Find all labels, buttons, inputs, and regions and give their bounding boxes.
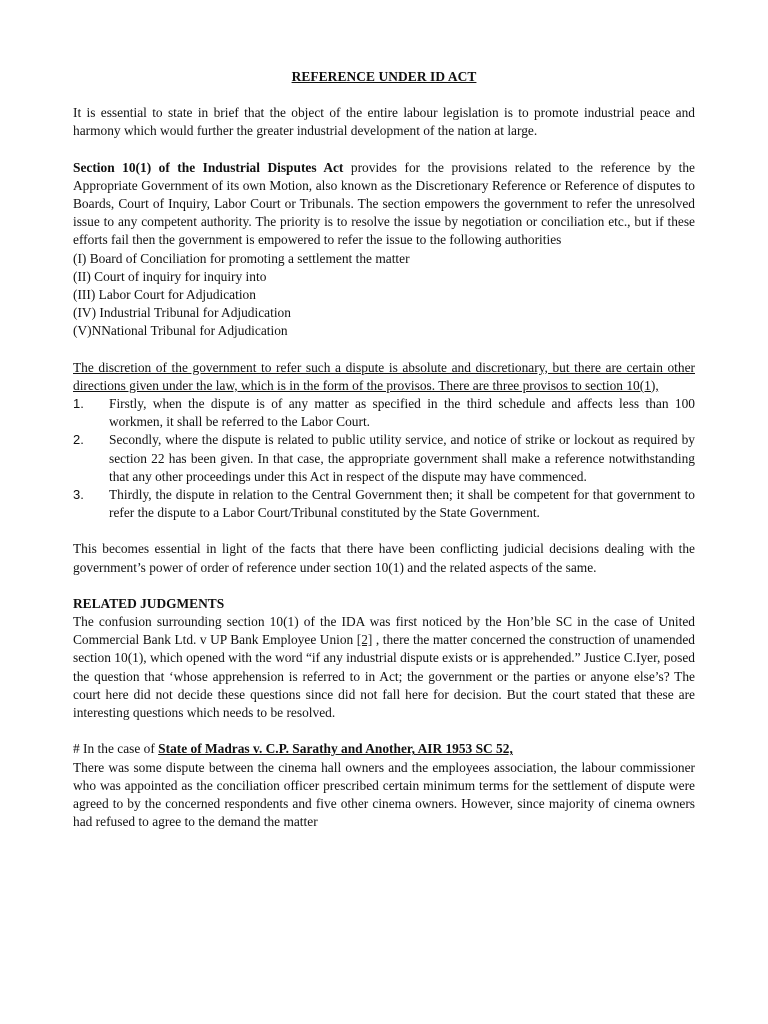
spacer <box>73 341 695 359</box>
document-page <box>73 68 695 831</box>
footnote-reference-link[interactable]: [2] <box>356 632 373 648</box>
discretion-paragraph: The discretion of the government to refer such a dispute is absolute and discretionary, but there are certain other directions given under the law, which is in the form of the provisos. There are three provisos to section 10(1), <box>73 359 695 393</box>
proviso-number: 1. <box>73 396 84 412</box>
authority-item: (II) Court of inquiry for inquiry into <box>73 268 267 284</box>
intro-paragraph: It is essential to state in brief that the object of the entire labour legislation is to promote industrial peace and harmony which would further the greater industrial development of the nation at large. <box>73 105 695 139</box>
section-bold-lead: Section 10(1) of the Industrial Disputes Act <box>73 159 344 175</box>
provisos-list <box>73 395 695 522</box>
case-paragraph: There was some dispute between the cinema hall owners and the employees association, the labour commissioner who was appointed as the conciliation officer prescribed certain minimum terms for the settlement of dispute were agreed to by the concerned respondents and five other cinema owners. However, since majority of cinema owners had refused to agree to the demand the matter <box>73 759 695 830</box>
authority-item: (IV) Industrial Tribunal for Adjudication <box>73 305 291 321</box>
case-name: State of Madras v. C.P. Sarathy and Another, AIR 1953 SC 52, <box>158 741 513 757</box>
proviso-text: Firstly, when the dispute is of any matter as specified in the third schedule and affects less than 100 workmen, it shall be referred to the Labor Court. <box>109 396 695 430</box>
proviso-number: 3. <box>73 487 84 503</box>
proviso-item <box>73 395 695 431</box>
essential-paragraph: This becomes essential in light of the facts that there have been conflicting judicial decisions dealing with the government’s power of order of reference under section 10(1) and the related aspects of the same. <box>73 541 695 575</box>
judgments-text-before: The confusion surrounding section 10(1) of the IDA was first noticed by the Hon’ble SC in the case of United Commercial Bank Ltd. v UP Bank Employee Union <box>73 614 695 648</box>
section-paragraph <box>73 159 695 250</box>
spacer <box>73 141 695 159</box>
authorities-list <box>73 250 695 341</box>
authority-item: (V)NNational Tribunal for Adjudication <box>73 323 288 339</box>
proviso-number: 2. <box>73 432 84 448</box>
spacer <box>73 722 695 740</box>
spacer <box>73 522 695 540</box>
proviso-text: Secondly, where the dispute is related to public utility service, and notice of strike or lockout as required by section 22 has been given. In that case, the appropriate government shall make a reference notwithstanding that any other proceedings under this Act in respect of the dispute may have commenced. <box>109 432 695 484</box>
judgments-text-after: , there the matter concerned the construction of unamended section 10(1), which opened with the word “if any industrial dispute exists or is apprehended.” Justice C.Iyer, posed the question that ‘whose apprehension is referred to in Act; the government or the parties or anyone else’s? The court here did not decide these questions since did not fall here for decision. But the court stated that these are interesting questions which needs to be resolved. <box>73 632 695 721</box>
section-text: provides for the provisions related to the reference by the Appropriate Government of its own Motion, also known as the Discretionary Reference or Reference of disputes to Boards, Court of Inquiry, Labor Court or Tribunals. The section empowers the government to refer the unresolved issue to any competent authority. The priority is to resolve the issue by negotiation or conciliation etc., but if these efforts fail then the government is empowered to refer the issue to the following authorities <box>73 159 696 248</box>
related-judgments-heading: RELATED JUDGMENTS <box>73 595 225 611</box>
case-heading-line <box>73 740 695 758</box>
document-title: REFERENCE UNDER ID ACT <box>291 69 477 84</box>
proviso-item <box>73 431 695 486</box>
proviso-text: Thirdly, the dispute in relation to the Central Government then; it shall be competent for that government to refer the dispute to a Labor Court/Tribunal constituted by the State Government. <box>109 487 695 521</box>
case-prefix: # In the case of <box>73 741 159 757</box>
proviso-item <box>73 486 695 522</box>
authority-item: (I) Board of Conciliation for promoting a settlement the matter <box>73 250 410 266</box>
spacer <box>73 577 695 595</box>
judgments-paragraph <box>73 613 695 722</box>
authority-item: (III) Labor Court for Adjudication <box>73 287 256 303</box>
